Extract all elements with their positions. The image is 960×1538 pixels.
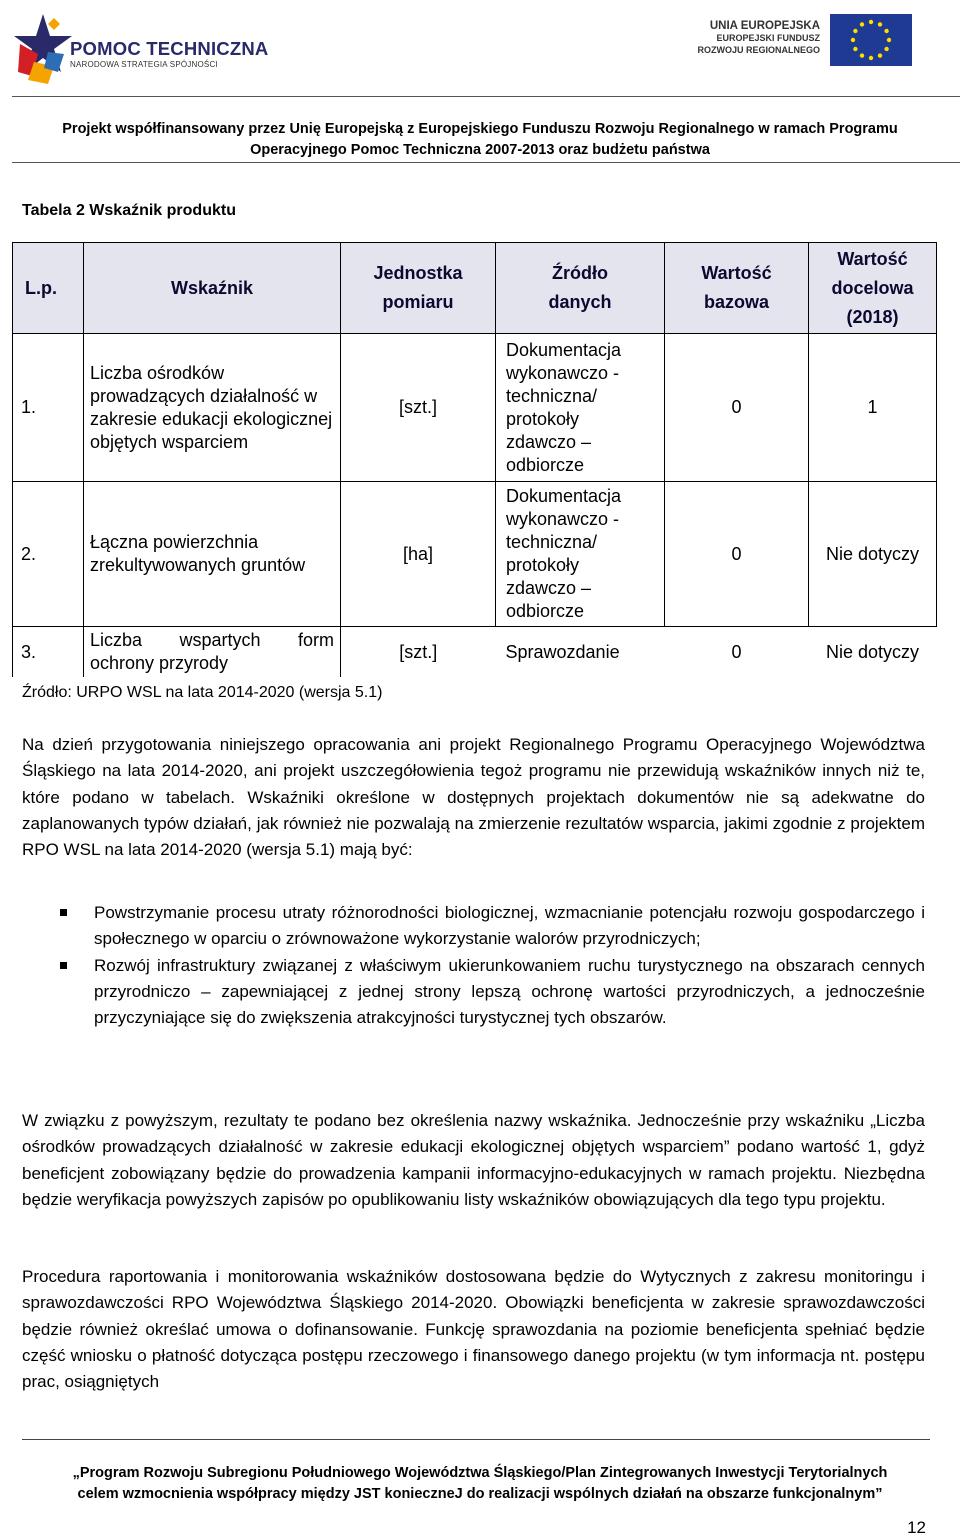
paragraph-1: Na dzień przygotowania niniejszego opracowania ani projekt Regionalnego Programu Operacyjnego Województwa Śląskiego na lata 2014-2020, ani projekt uszczegółowienia tegoż programu nie przewidują wskaźników innych niż te, które podano w tabelach. Wskaźniki określone w dostępnych projektach dokumentów nie są adekwatne do zaplanowanych typów działań, jak również nie pozwalają na zmierzenie rezultatów wsparcia, jakimi zgodnie z projektem RPO WSL na lata 2014-2020 (wersja 5.1) mają być:	[22, 735, 925, 860]
cofinance-line1: Projekt współfinansowany przez Unię Europejską z Europejskiego Funduszu Rozwoju Regionalnego w ramach Programu	[62, 121, 898, 137]
page-number: 12	[907, 1518, 926, 1537]
header-jednostka: Jednostka pomiaru	[341, 243, 496, 334]
cell-wskaznik: Liczba ośrodków prowadzących działalność w zakresie edukacji ekologicznej objętych wsparciem	[84, 334, 341, 482]
cell-bazowa: 0	[665, 627, 809, 678]
cell-bazowa: 0	[665, 482, 809, 627]
cell-docelowa: Nie dotyczy	[809, 482, 937, 627]
table-source: Źródło: URPO WSL na lata 2014-2020 (wersja 5.1)	[22, 684, 383, 701]
eu-flag-icon	[830, 14, 912, 66]
cell-wskaznik	[84, 627, 341, 678]
cell-lp: 1.	[13, 334, 84, 482]
paragraph-3: Procedura raportowania i monitorowania wskaźników dostosowana będzie do Wytycznych z zakresu monitoringu i sprawozdawczości RPO Województwa Śląskiego 2014-2020. Obowiązki beneficjenta w zakresie sprawozdawczości będzie również określać umowa o dofinansowanie. Funkcję sprawozdania na poziomie beneficjenta spełniać będzie część wniosku o płatność dotycząca postępu rzeczowego i finansowego danego projektu (w tym informacja nt. postępu prac, osiągniętych	[22, 1267, 925, 1392]
eu-logo-line2: EUROPEJSKI FUNDUSZ	[716, 33, 820, 43]
footer-program-title	[0, 1463, 960, 1505]
eu-logo-text	[697, 20, 820, 56]
cell-jednostka: [szt.]	[341, 627, 496, 678]
eu-logo-line3: ROZWOJU REGIONALNEGO	[697, 45, 820, 55]
star-logo-icon	[14, 14, 72, 84]
cell-wskaznik: Łączna powierzchnia zrekultywowanych gruntów	[84, 482, 341, 627]
cell-wskaznik-line2: ochrony przyrody	[90, 653, 229, 673]
header-wskaznik: Wskaźnik	[84, 243, 341, 334]
cofinance-statement	[0, 119, 960, 161]
list-item	[58, 953, 925, 1032]
bullet-square-icon	[60, 962, 67, 969]
footer-divider	[22, 1439, 930, 1440]
indicator-table	[12, 242, 937, 677]
list-item-text: Rozwój infrastruktury związanej z właściwym ukierunkowaniem ruchu turystycznego na obszarach cennych przyrodniczo – zapewniającej z jednej strony lepszą ochronę wartości przyrodniczych, a jednocześnie przyczyniające się do zwiększenia atrakcyjności turystycznej tych obszarów.	[94, 955, 925, 1028]
cell-lp: 3.	[13, 627, 84, 678]
footer-line1: „Program Rozwoju Subregionu Południowego Województwa Śląskiego/Plan Zintegrowanych Inwestycji Terytorialnych	[72, 1465, 888, 1481]
table-caption: Tabela 2 Wskaźnik produktu	[22, 202, 236, 219]
logo-title: POMOC TECHNICZNA	[70, 38, 269, 59]
eu-logo-line1: UNIA EUROPEJSKA	[709, 20, 820, 32]
paragraph-2: W związku z powyższym, rezultaty te podano bez określenia nazwy wskaźnika. Jednocześnie przy wskaźniku „Liczba ośrodków prowadzących działalność w zakresie edukacji ekologicznej objętych wsparciem” podano wartość 1, gdyż beneficjent zobowiązany będzie do prowadzenia kampanii informacyjno-edukacyjnych w ramach projektu. Niezbędna będzie weryfikacja powyższych zapisów po opublikowaniu listy wskaźników obowiązujących dla tego typu projektu.	[22, 1111, 925, 1209]
cell-bazowa: 0	[665, 334, 809, 482]
cofinance-line2: Operacyjnego Pomoc Techniczna 2007-2013 oraz budżetu państwa	[250, 142, 710, 158]
header-divider-top	[12, 96, 960, 97]
cell-zrodlo: Sprawozdanie	[496, 627, 665, 678]
table-row	[13, 482, 937, 627]
cell-docelowa: 1	[809, 334, 937, 482]
bullet-list	[58, 900, 925, 1031]
logo-subtitle: NARODOWA STRATEGIA SPÓJNOŚCI	[70, 60, 218, 69]
list-item	[58, 900, 925, 953]
table-header-row	[13, 243, 937, 334]
footer-line2: celem wzmocnienia współpracy między JST konieczneJ do realizacji wspólnych działań na obszarze funkcjonalnym”	[77, 1486, 883, 1502]
header-docelowa: Wartość docelowa (2018)	[809, 243, 937, 334]
header-lp: L.p.	[13, 243, 84, 334]
header-bazowa: Wartość bazowa	[665, 243, 809, 334]
bullet-square-icon	[60, 909, 67, 916]
list-item-text: Powstrzymanie procesu utraty różnorodności biologicznej, wzmacnianie potencjału rozwoju gospodarczego i społecznego w oparciu o zrównoważone wykorzystanie walorów przyrodniczych;	[94, 903, 925, 949]
table-row	[13, 627, 937, 678]
eu-logo	[682, 14, 912, 66]
cell-zrodlo: Dokumentacja wykonawczo - techniczna/ protokoły zdawczo – odbiorcze	[496, 334, 665, 482]
pomoc-techniczna-logo	[14, 14, 269, 86]
cell-docelowa: Nie dotyczy	[809, 627, 937, 678]
cell-wskaznik-line1: Liczba wspartych form	[90, 630, 334, 650]
table-row	[13, 334, 937, 482]
cell-zrodlo: Dokumentacja wykonawczo - techniczna/ protokoły zdawczo – odbiorcze	[496, 482, 665, 627]
cell-lp: 2.	[13, 482, 84, 627]
cell-jednostka: [szt.]	[341, 334, 496, 482]
header-zrodlo: Źródło danych	[496, 243, 665, 334]
cell-jednostka: [ha]	[341, 482, 496, 627]
header-divider-bottom	[12, 162, 960, 163]
